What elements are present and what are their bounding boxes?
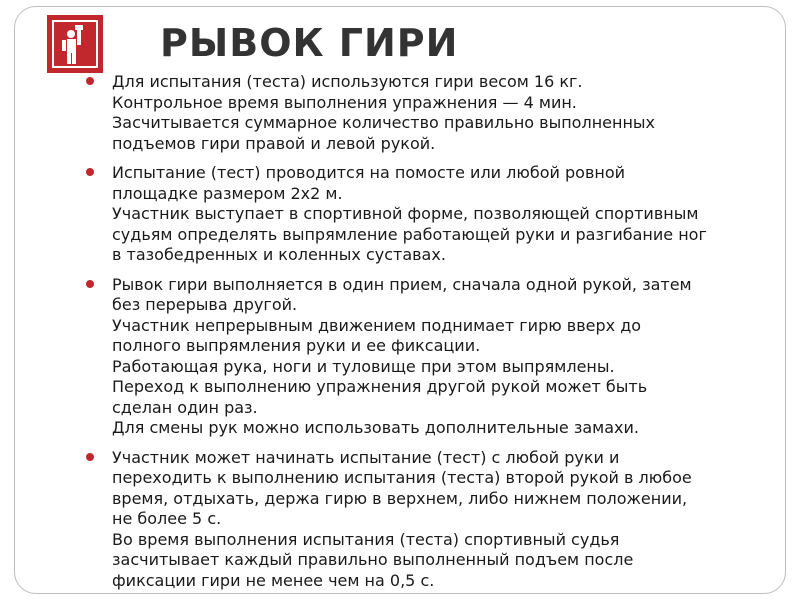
bullet-line: Испытание (тест) проводится на помосте или любой ровной [112, 163, 626, 182]
athlete-pictogram-icon [47, 15, 103, 73]
bullet-item [86, 72, 766, 154]
bullet-line: Рывок гири выполняется в один прием, сначала одной рукой, затем [112, 274, 692, 294]
bullet-line: без перерыва другой. [112, 295, 298, 314]
bullet-line: Участник выступает в спортивной форме, позволяющей спортивным [112, 204, 699, 223]
bullet-line: полного выпрямления руки и ее фиксации. [112, 336, 481, 355]
bullet-line: сделан один раз. [112, 397, 258, 417]
bullet-line: Контрольное время выполнения упражнения — 4 мин. [112, 92, 577, 112]
bullet-line: засчитывает каждый правильно выполненный подъем после [112, 550, 634, 569]
bullet-line: время, отдыхать, держа гирю в верхнем, либо нижнем положении, [112, 488, 688, 508]
bullet-line: Для испытания (теста) используются гири весом 16 кг. [112, 72, 583, 91]
bullet-dot-icon [86, 168, 94, 176]
bullet-line: в тазобедренных и коленных суставах. [112, 245, 446, 264]
bullet-item [86, 275, 766, 439]
bullet-line: не более 5 с. [112, 509, 222, 528]
bullet-line: подъемов гири правой и левой рукой. [112, 133, 436, 153]
bullet-line: Работающая рука, ноги и туловище при этом выпрямлены. [112, 356, 615, 376]
bullet-line: переходить к выполнению испытания (теста) второй рукой в любое [112, 468, 692, 487]
bullet-dot-icon [86, 280, 94, 288]
page-title: РЫВОК ГИРИ [160, 21, 459, 65]
bullet-line: судьям определять выпрямление работающей руки и разгибание ног [112, 224, 707, 244]
bullet-line: Для смены рук можно использовать дополнительные замахи. [112, 418, 639, 437]
bullet-line: Во время выполнения испытания (теста) спортивный судья [112, 529, 620, 549]
bullet-item [86, 163, 766, 266]
logo-badge [47, 15, 103, 73]
bullet-dot-icon [86, 453, 94, 461]
bullet-item [86, 448, 766, 592]
bullet-line: Засчитывается суммарное количество правильно выполненных [112, 113, 656, 132]
bullet-line: Переход к выполнению упражнения другой рукой может быть [112, 377, 648, 396]
bullet-dot-icon [86, 77, 94, 85]
bullet-line: фиксации гири не менее чем на 0,5 с. [112, 570, 435, 590]
bullet-list [86, 72, 766, 600]
bullet-line: Участник непрерывным движением поднимает гирю вверх до [112, 315, 642, 335]
bullet-line: площадке размером 2х2 м. [112, 183, 343, 203]
bullet-line: Участник может начинать испытание (тест) с любой руки и [112, 447, 620, 467]
